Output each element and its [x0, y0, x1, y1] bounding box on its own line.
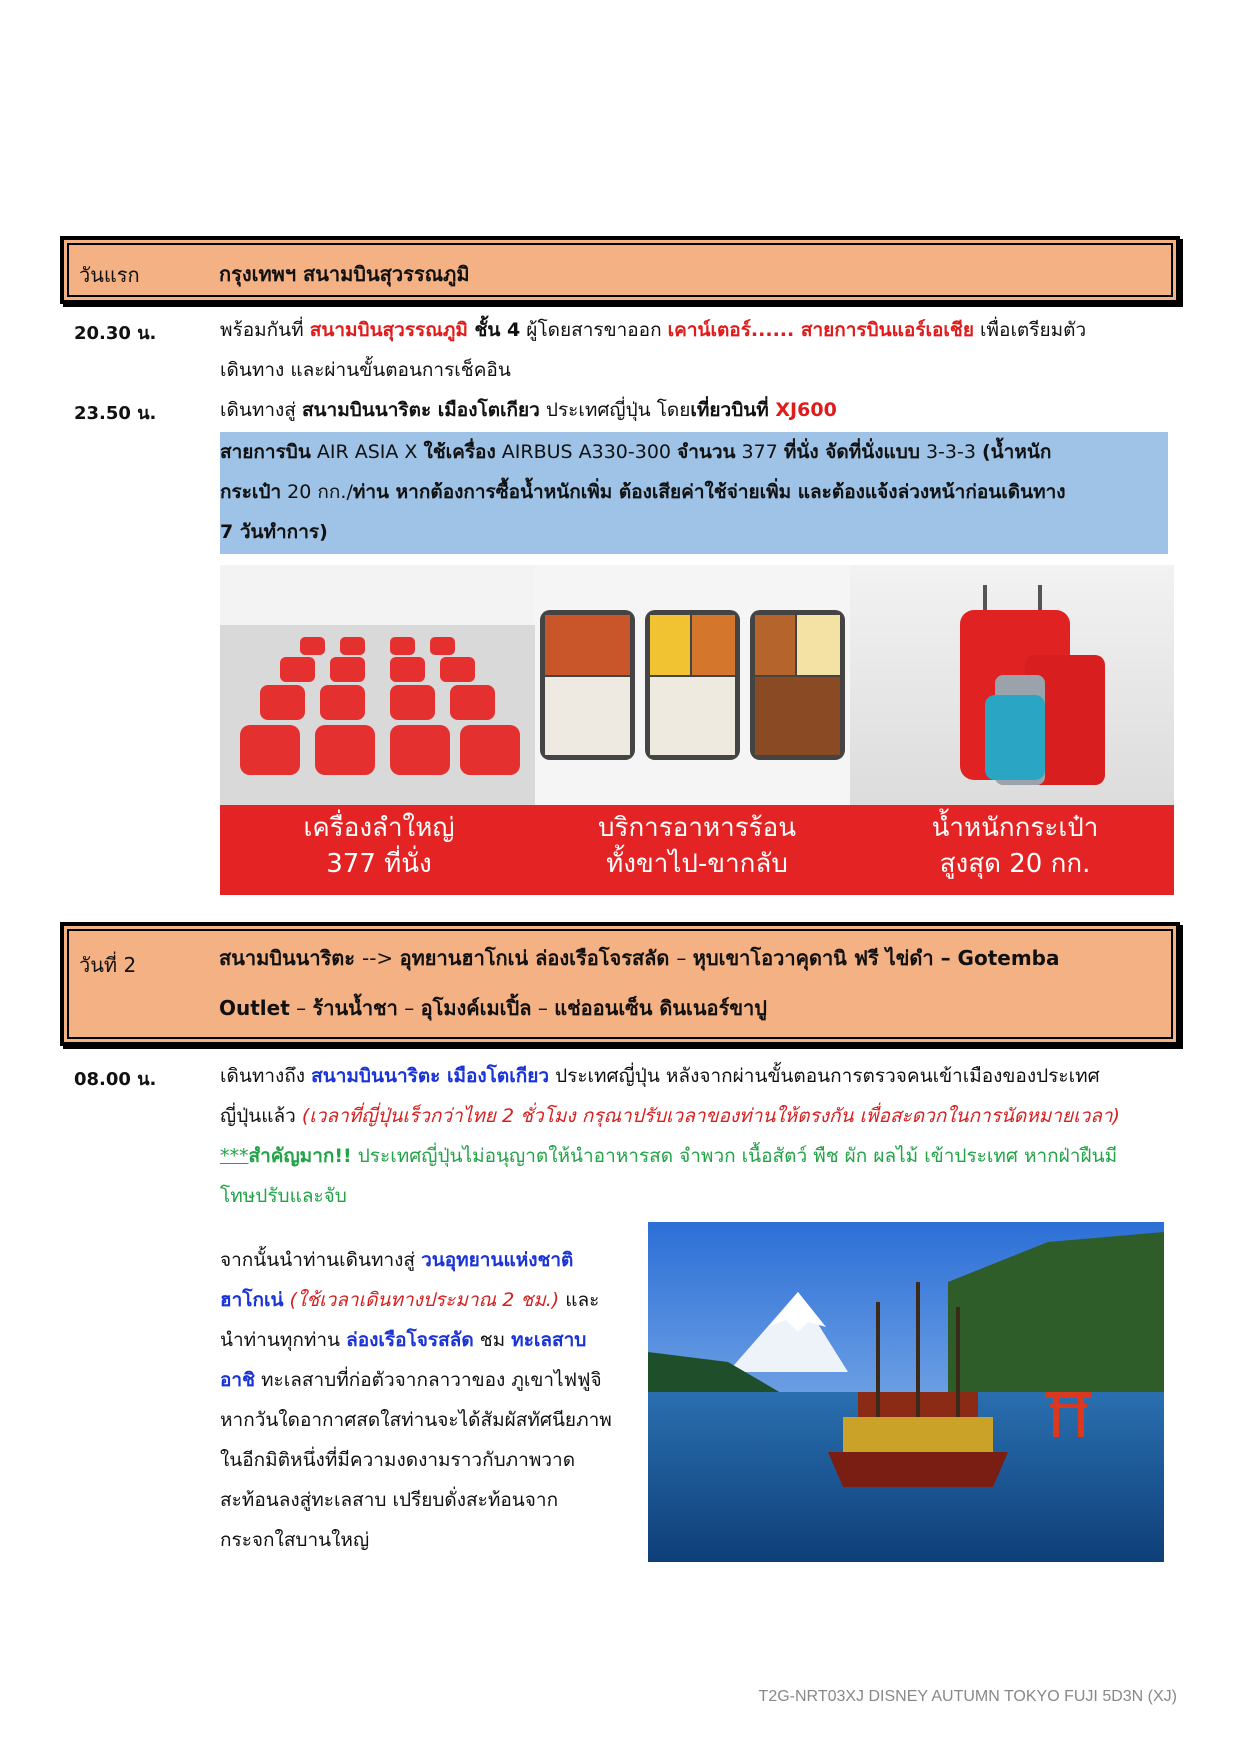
- day2-header: [60, 922, 1180, 1046]
- text: 20 กก./: [281, 481, 353, 503]
- text: วนอุทยานแห่งชาติ: [421, 1249, 574, 1271]
- text: ทะเลสาบ: [511, 1329, 587, 1351]
- text: ประเทศญี่ปุ่น หลังจากผ่านขั้นตอนการตรวจคนเข้าเมืองของประเทศ: [549, 1065, 1100, 1087]
- luggage-image: [850, 565, 1174, 805]
- time-0800: 08.00 น.: [74, 1069, 157, 1090]
- luggage-illustration: [850, 565, 1174, 805]
- text: ร้านน้ำชา: [312, 996, 398, 1020]
- text: 7 วันทำการ): [220, 521, 328, 543]
- text: ท่าน หากต้องการซื้อน้ำหนักเพิ่ม ต้องเสียค่าใช้จ่ายเพิ่ม และต้องแจ้งล่วงหน้าก่อนเดินทาง: [352, 481, 1066, 503]
- text: ใช้เครื่อง: [423, 441, 496, 463]
- hakone-description: [220, 1240, 640, 1560]
- day1-label: วันแรก: [79, 263, 140, 287]
- text: สายการบิน: [220, 441, 311, 463]
- text: Outlet: [219, 996, 290, 1020]
- text: เดินทาง และผ่านขั้นตอนการเช็คอิน: [220, 359, 511, 381]
- text: เดินทางสู่: [220, 399, 302, 421]
- cabin-illustration: [220, 565, 535, 805]
- text: จากนั้นนำท่านเดินทางสู่: [220, 1249, 422, 1271]
- airport-name: สนามบินนาริตะ เมืองโตเกียว: [301, 399, 540, 421]
- text: แช่ออนเซ็น ดินเนอร์ขาปู: [554, 996, 767, 1020]
- text: AIRBUS A330-300: [495, 441, 678, 463]
- text: สนามบินนาริตะ: [219, 946, 362, 970]
- text: พร้อมกันที่: [220, 319, 310, 341]
- text: ทั้งขาไป-ขากลับ: [606, 849, 788, 879]
- text: ชม: [473, 1329, 512, 1351]
- text: เครื่องลำใหญ่: [303, 813, 455, 843]
- text: ประเทศญี่ปุ่น โดย: [539, 399, 691, 421]
- text: อุทยานฮาโกเน่ ล่องเรือโจรสลัด: [399, 946, 677, 970]
- dash: –: [289, 996, 313, 1020]
- time-2030: 20.30 น.: [74, 323, 157, 344]
- text: ***: [220, 1145, 249, 1167]
- flight-number: XJ600: [775, 399, 837, 421]
- text: (ใช้เวลาเดินทางประมาณ 2 ชม.): [283, 1289, 560, 1311]
- text: อุโมงค์เมเปิ้ล: [420, 996, 532, 1020]
- meals-image: [535, 565, 850, 805]
- dash: –: [531, 996, 555, 1020]
- text: น้ำหนักกระเป๋า: [931, 813, 1099, 843]
- text: ประเทศญี่ปุ่นไม่อนุญาตให้นำอาหารสด จำพวก เนื้อสัตว์ พืช ผัก ผลไม้ เข้าประเทศ หากฝ่าฝืนมี: [351, 1145, 1118, 1167]
- text: – Gotemba: [940, 946, 1060, 970]
- text: ญี่ปุ่นแล้ว: [220, 1105, 302, 1127]
- cabin-seats-image: [220, 565, 535, 805]
- day2-label: วันที่ 2: [79, 953, 137, 977]
- lake-ashi-pirate-ship-image: [648, 1222, 1164, 1562]
- banner-caption-seats: [220, 810, 538, 882]
- banner-caption-meals: [538, 810, 856, 882]
- itinerary-2350: [220, 390, 1175, 430]
- floor: ชั้น 4: [467, 319, 521, 341]
- text: 377 ที่นั่ง: [326, 849, 432, 879]
- day1-header: [60, 236, 1180, 304]
- warning-label: สำคัญมาก!!: [248, 1145, 352, 1167]
- text: จำนวน: [677, 441, 736, 463]
- text: บริการอาหารร้อน: [597, 813, 797, 843]
- time-note: (เวลาที่ญี่ปุ่นเร็วกว่าไทย 2 ชั่วโมง กรุณาปรับเวลาของท่านให้ตรงกัน เพื่อสะดวกในการนัดหมายเวลา): [301, 1105, 1120, 1127]
- text: หุบเขาโอวาคุดานิ ฟรี ไข่ดำ: [692, 946, 941, 970]
- dash: –: [397, 996, 421, 1020]
- itinerary-0800: [220, 1056, 1175, 1216]
- dash: –: [676, 946, 693, 970]
- day1-title: กรุงเทพฯ สนามบินสุวรรณภูมิ: [219, 262, 470, 286]
- text: ล่องเรือโจรสลัด: [346, 1329, 474, 1351]
- airport-name: สนามบินนาริตะ เมืองโตเกียว: [311, 1065, 550, 1087]
- banner-caption-luggage: [856, 810, 1174, 882]
- text: หากวันใดอากาศสดใสท่านจะได้สัมผัสทัศนียภาพ: [220, 1409, 612, 1431]
- text: โทษปรับและจับ: [220, 1185, 347, 1207]
- arrow: -->: [362, 946, 400, 970]
- text: สูงสุด 20 กก.: [939, 849, 1091, 879]
- flight-label: เที่ยวบินที่: [690, 399, 776, 421]
- text: เพื่อเตรียมตัว: [973, 319, 1087, 341]
- text: ทะเลสาบที่ก่อตัวจากลาวาของ ภูเขาไฟฟูจิ: [254, 1369, 602, 1391]
- text: AIR ASIA X: [310, 441, 424, 463]
- meals-illustration: [535, 565, 850, 805]
- text: ในอีกมิติหนึ่งที่มีความงดงามราวกับภาพวาด: [220, 1449, 576, 1471]
- flight-info-highlight: [220, 432, 1168, 554]
- text: ผู้โดยสารขาออก: [520, 319, 668, 341]
- counter-airline: เคาน์เตอร์...... สายการบินแอร์เอเชีย: [667, 319, 974, 341]
- lake-ashi-illustration: [648, 1222, 1164, 1562]
- text: กระเป๋า: [220, 481, 282, 503]
- footer-program-code: T2G-NRT03XJ DISNEY AUTUMN TOKYO FUJI 5D3N (XJ): [758, 1688, 1177, 1705]
- text: อาชิ: [220, 1369, 255, 1391]
- itinerary-2030: [220, 310, 1175, 390]
- text: (น้ำหนัก: [981, 441, 1052, 463]
- day2-title: [219, 933, 1163, 1033]
- text: ฮาโกเน่: [220, 1289, 284, 1311]
- text: 3-3-3: [919, 441, 982, 463]
- text: ที่นั่ง จัดที่นั่งแบบ: [783, 441, 920, 463]
- text: เดินทางถึง: [220, 1065, 312, 1087]
- text: และ: [559, 1289, 600, 1311]
- text: สะท้อนลงสู่ทะเลสาบ เปรียบดั่งสะท้อนจาก: [220, 1489, 559, 1511]
- text: กระจกใสบานใหญ่: [220, 1529, 370, 1551]
- text: 377: [735, 441, 784, 463]
- time-2350: 23.50 น.: [74, 403, 157, 424]
- airport-name: สนามบินสุวรรณภูมิ: [309, 319, 468, 341]
- text: นำท่านทุกท่าน: [220, 1329, 347, 1351]
